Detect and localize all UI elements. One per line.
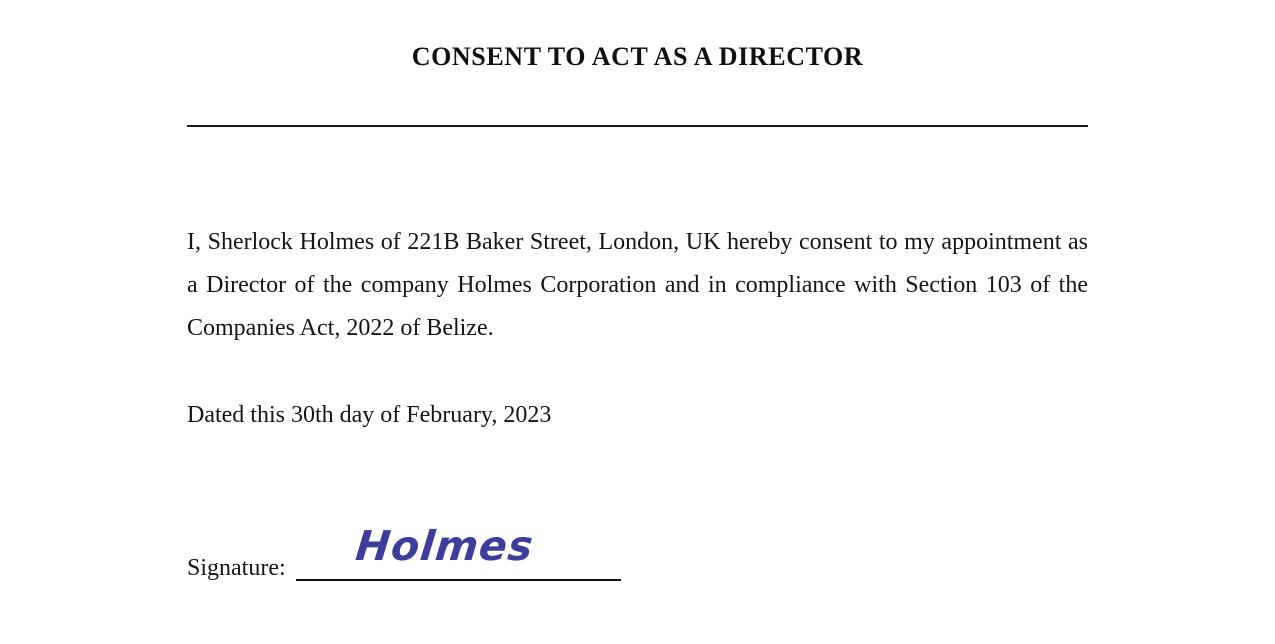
horizontal-rule: [187, 125, 1088, 127]
document-title: CONSENT TO ACT AS A DIRECTOR: [411, 42, 864, 71]
dated-line: Dated this 30th day of February, 2023: [187, 402, 552, 428]
consent-paragraph: I, Sherlock Holmes of 221B Baker Street, London, UK hereby consent to my appointment as a Director of the company Holmes Corporation and in compliance with Section 103 of the Companies Act, 2022 of Belize.: [187, 229, 1088, 341]
signature-label: Signature:: [187, 555, 286, 581]
signature-line: [296, 521, 621, 581]
signature-value: Holmes: [353, 522, 536, 570]
